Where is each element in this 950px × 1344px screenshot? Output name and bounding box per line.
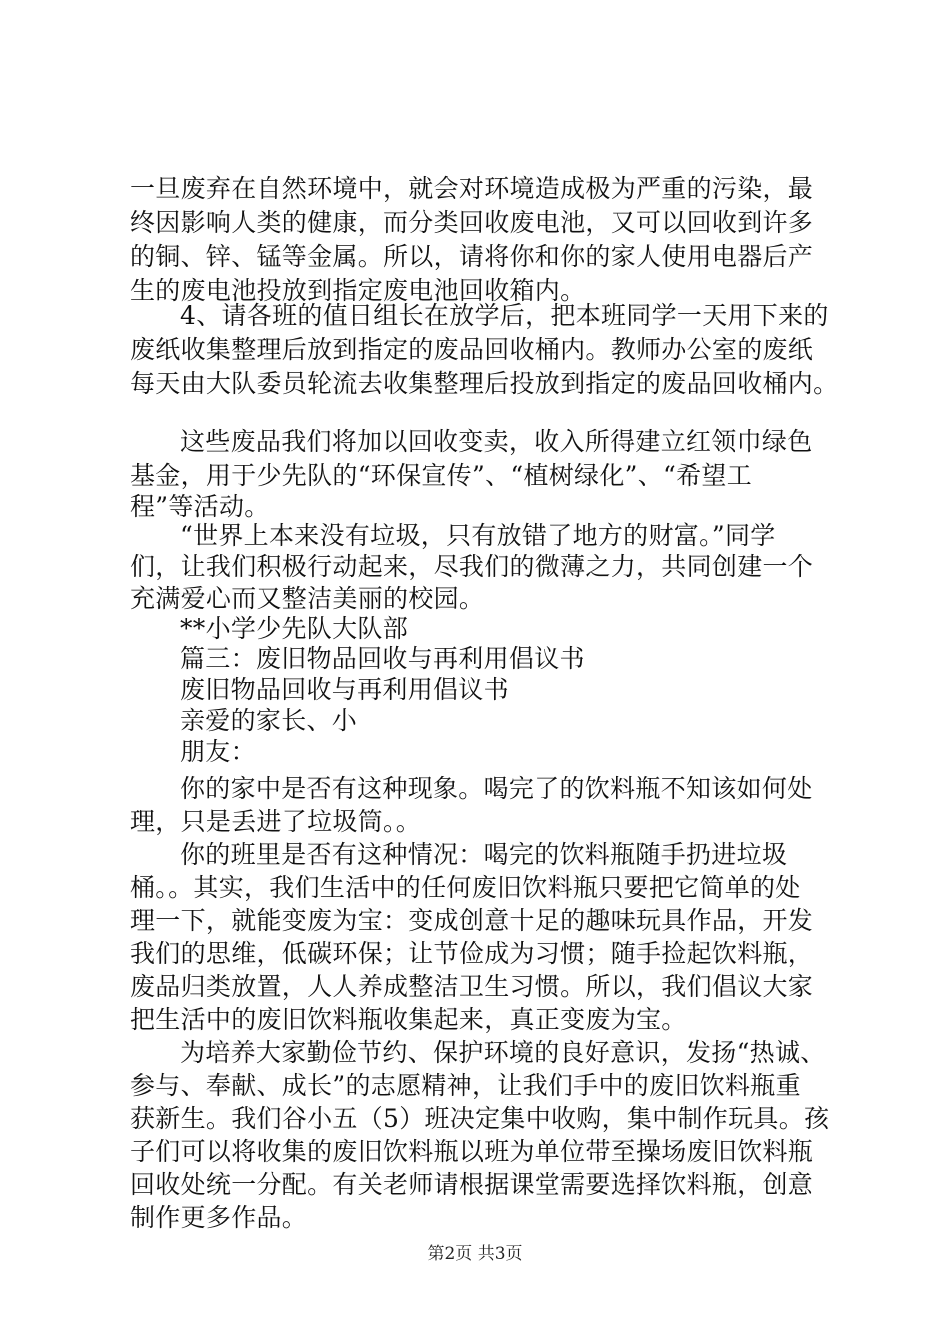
paragraph-line: 每天由大队委员轮流去收集整理后投放到指定的废品回收桶内。: [130, 369, 839, 398]
paragraph-line: 把生活中的废旧饮料瓶收集起来，真正变废为宝。: [130, 1005, 687, 1034]
paragraph-line: 我们的思维，低碳环保；让节俭成为习惯；随手捡起饮料瓶，: [130, 939, 814, 968]
paragraph-line: 理，只是丢进了垃圾筒。。: [130, 807, 422, 836]
paragraph-line: 一旦废弃在自然环境中，就会对环境造成极为严重的污染，最: [130, 174, 814, 203]
paragraph-line: 废品归类放置，人人养成整洁卫生习惯。所以，我们倡议大家: [130, 972, 814, 1001]
paragraph-line: 你的家中是否有这种现象。喝完了的饮料瓶不知该如何处: [180, 774, 813, 803]
paragraph-line: 生的废电池投放到指定废电池回收箱内。: [130, 276, 586, 305]
paragraph-line: 你的班里是否有这种情况：喝完的饮料瓶随手扔进垃圾: [180, 840, 788, 869]
paragraph-line: 终因影响人类的健康，而分类回收废电池，又可以回收到许多: [130, 208, 814, 237]
page-number-footer: 第2页 共3页: [427, 1244, 523, 1264]
paragraph-line: 为培养大家勤俭节约、保护环境的良好意识，发扬“热诚、: [180, 1038, 826, 1067]
paragraph-line: 获新生。我们谷小五（5）班决定集中收购，集中制作玩具。孩: [130, 1104, 830, 1133]
paragraph-line: 桶。。其实，我们生活中的任何废旧饮料瓶只要把它简单的处: [130, 873, 801, 902]
paragraph-line: 回收处统一分配。有关老师请根据课堂需要选择饮料瓶，创意: [130, 1170, 814, 1199]
paragraph-line: 们，让我们积极行动起来，尽我们的微薄之力，共同创建一个: [130, 552, 814, 581]
paragraph-line: 充满爱心而又整洁美丽的校园。: [130, 584, 485, 613]
paragraph-line: 子们可以将收集的废旧饮料瓶以班为单位带至操场废旧饮料瓶: [130, 1137, 814, 1166]
salutation-line: 亲爱的家长、小: [180, 706, 358, 735]
signature-line: **小学少先队大队部: [180, 614, 409, 643]
paragraph-line: 废纸收集整理后放到指定的废品回收桶内。教师办公室的废纸: [130, 335, 814, 364]
section-heading: 篇三：废旧物品回收与再利用倡议书: [180, 644, 585, 673]
paragraph-line: 理一下，就能变废为宝：变成创意十足的趣味玩具作品，开发: [130, 906, 814, 935]
paragraph-line: 的铜、锌、锰等金属。所以，请将你和你的家人使用电器后产: [130, 242, 814, 271]
paragraph-line: 程”等活动。: [130, 492, 270, 521]
paragraph-line: 基金，用于少先队的“环保宣传”、“植树绿化”、“希望工: [130, 461, 753, 490]
paragraph-line: “世界上本来没有垃圾，只有放错了地方的财富。”同学: [180, 521, 776, 550]
document-title: 废旧物品回收与再利用倡议书: [180, 675, 509, 704]
paragraph-line: 制作更多作品。: [130, 1203, 308, 1232]
paragraph-line: 4、请各班的值日组长在放学后，把本班同学一天用下来的: [180, 301, 829, 330]
paragraph-line: 这些废品我们将加以回收变卖，收入所得建立红领巾绿色: [180, 427, 813, 456]
salutation-line: 朋友：: [180, 737, 256, 766]
paragraph-line: 参与、奉献、成长”的志愿精神，让我们手中的废旧饮料瓶重: [130, 1071, 801, 1100]
